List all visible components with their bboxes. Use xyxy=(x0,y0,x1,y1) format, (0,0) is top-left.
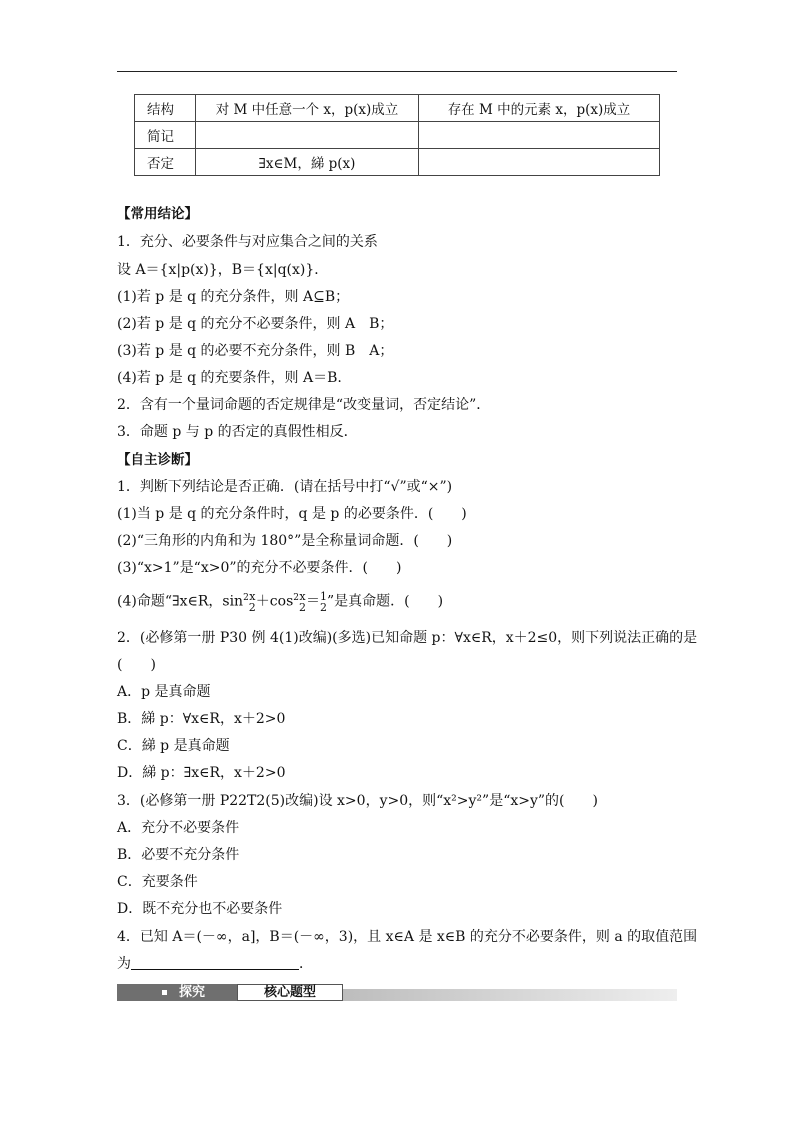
denominator: 2 xyxy=(320,600,327,614)
formula-text: ＝ xyxy=(306,593,320,610)
option-b: B．必要不充分条件 xyxy=(117,847,240,863)
fraction xyxy=(320,591,327,613)
quantifier-table xyxy=(134,94,660,176)
text-line: 3．命题 p 与 p 的否定的真假性相反． xyxy=(117,424,358,440)
answer-blank xyxy=(131,955,299,970)
text-line: (2)若 p 是 q 的充分不必要条件，则 A B； xyxy=(117,316,394,332)
banner-left-label: 探究 xyxy=(179,985,206,1000)
question-line: 2．(必修第一册 P30 例 4(1)改编)(多选)已知命题 p：∀x∈R，x＋2≤0，则下列说法正确的是 xyxy=(117,630,698,646)
banner-bar xyxy=(117,984,237,1001)
section-heading: 【自主诊断】 xyxy=(117,452,198,468)
formula-text: (4)命题“∃x∈R，sin xyxy=(117,593,244,610)
table-cell xyxy=(419,149,660,176)
banner-right-label: 核心题型 xyxy=(237,984,343,1001)
text-line: ( ) xyxy=(117,657,156,673)
option-a: A．p 是真命题 xyxy=(117,684,211,700)
option-d: D．綈 p：∃x∈R，x＋2>0 xyxy=(117,765,286,781)
section-banner xyxy=(117,984,677,1001)
text-line: (2)“三角形的内角和为 180°”是全称量词命题．( ) xyxy=(117,533,453,549)
table-cell xyxy=(419,122,660,149)
table-row xyxy=(135,122,660,149)
formula-text: ”是真命题．( ) xyxy=(327,593,444,610)
text-line: (3)若 p 是 q 的必要不充分条件，则 B A； xyxy=(117,343,394,359)
answer-line xyxy=(117,954,313,974)
text-line: (1)当 p 是 q 的充分条件时，q 是 p 的必要条件．( ) xyxy=(117,506,467,522)
text-line: (1)若 p 是 q 的充分条件，则 A⊆B； xyxy=(117,289,350,305)
question-line: 3．(必修第一册 P22T2(5)改编)设 x>0，y>0，则“x²>y²”是“x>y”的( ) xyxy=(117,793,598,809)
text-line: 1．判断下列结论是否正确．(请在括号中打“√”或“×”) xyxy=(117,479,453,495)
text-line: (3)“x>1”是“x>0”的充分不必要条件．( ) xyxy=(117,560,402,576)
numerator: x xyxy=(299,589,306,603)
table-cell: 简记 xyxy=(135,122,196,149)
numerator: x xyxy=(249,589,256,603)
exponent: 2 xyxy=(243,593,249,603)
text-line: 1．充分、必要条件与对应集合之间的关系 xyxy=(117,234,378,250)
question-line: 4．已知 A＝(－∞，a]，B＝(－∞，3)，且 x∈A 是 x∈B 的充分不必要条件，则 a 的取值范围 xyxy=(117,929,698,945)
exponent: 2 xyxy=(293,593,299,603)
table-cell: 存在 M 中的元素 x，p(x)成立 xyxy=(419,95,660,122)
denominator: 2 xyxy=(248,600,256,614)
header-rule xyxy=(117,71,677,72)
text-fragment: 为 xyxy=(117,956,131,972)
table-cell xyxy=(196,122,419,149)
fraction xyxy=(299,591,306,613)
section-heading: 【常用结论】 xyxy=(117,206,198,222)
denominator: 2 xyxy=(299,600,306,614)
square-icon xyxy=(162,990,167,995)
table-cell: ∃x∈M，綈 p(x) xyxy=(196,149,419,176)
table-row xyxy=(135,149,660,176)
text-line: 设 A＝{x|p(x)}，B＝{x|q(x)}． xyxy=(117,262,329,278)
option-c: C．綈 p 是真命题 xyxy=(117,738,230,754)
fraction xyxy=(249,591,256,613)
table-cell: 对 M 中任意一个 x，p(x)成立 xyxy=(196,95,419,122)
option-b: B．綈 p：∀x∈R，x＋2>0 xyxy=(117,711,286,727)
table-cell: 结构 xyxy=(135,95,196,122)
banner-fade xyxy=(343,989,677,1001)
option-a: A．充分不必要条件 xyxy=(117,820,240,836)
option-d: D．既不充分也不必要条件 xyxy=(117,901,283,917)
numerator: 1 xyxy=(320,589,327,603)
formula-line xyxy=(117,588,443,613)
table-cell: 否定 xyxy=(135,149,196,176)
text-line: (4)若 p 是 q 的充要条件，则 A＝B. xyxy=(117,370,342,386)
text-fragment: ． xyxy=(299,956,313,972)
text-line: 2．含有一个量词命题的否定规律是“改变量词，否定结论”． xyxy=(117,397,491,413)
formula-text: ＋cos xyxy=(255,593,294,610)
table-row xyxy=(135,95,660,122)
option-c: C．充要条件 xyxy=(117,874,198,890)
